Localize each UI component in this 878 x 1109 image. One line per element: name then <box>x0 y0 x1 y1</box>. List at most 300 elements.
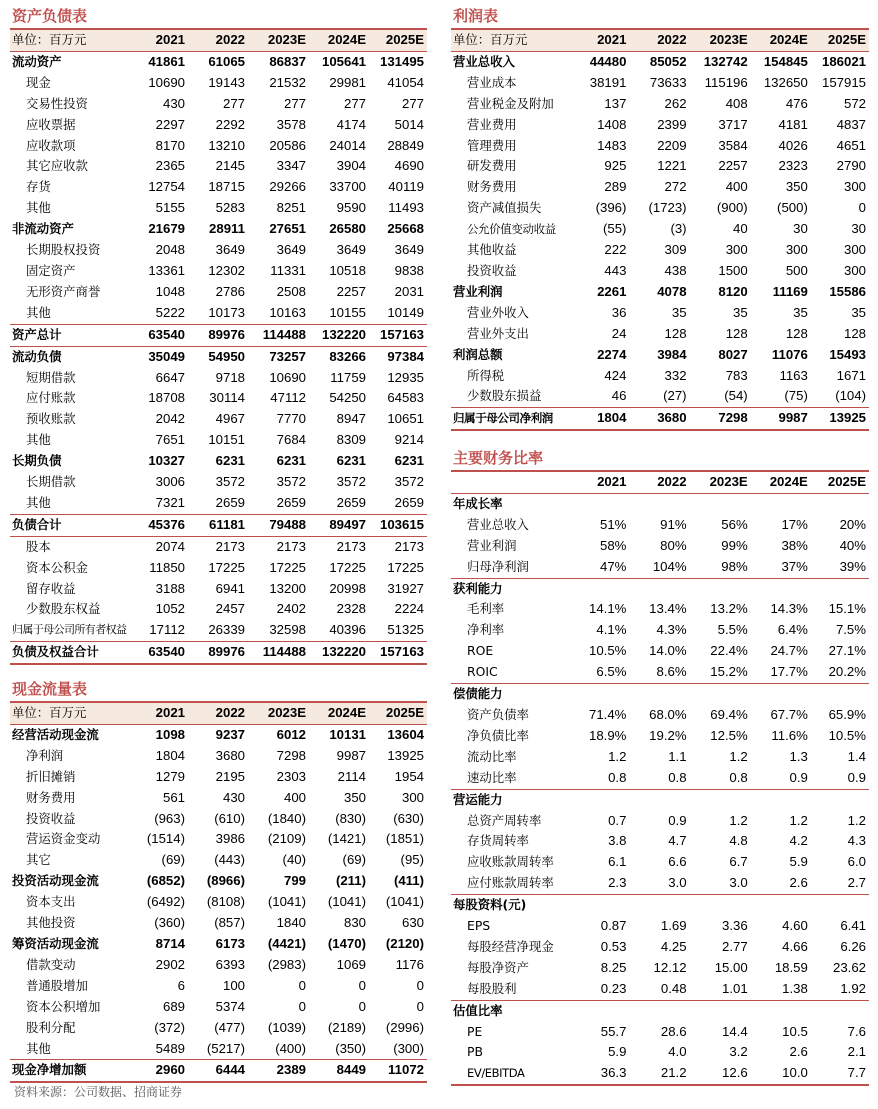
cell-value <box>751 895 811 916</box>
row-label: PB <box>467 1044 483 1060</box>
ratios-table <box>451 470 869 1086</box>
cell-value: 30 <box>851 221 866 237</box>
cell-value <box>811 895 869 916</box>
cell-value <box>569 578 629 599</box>
cell-value: 4.60 <box>782 918 808 934</box>
row-label: 公允价值变动收益 <box>467 222 556 237</box>
cell-value: 73257 <box>248 346 309 367</box>
income-table <box>451 28 869 431</box>
cell-value: 8251 <box>276 200 306 216</box>
cell-value: 33700 <box>329 179 366 195</box>
cell-value: 10518 <box>329 262 366 278</box>
cell-value: 309 <box>664 242 687 258</box>
cell-value: 2257 <box>718 158 748 174</box>
cell-value: 21532 <box>269 74 306 90</box>
row-label: 资本公积金 <box>26 559 88 575</box>
header-year: 2021 <box>569 471 629 493</box>
cell-value: 4.3% <box>656 622 687 638</box>
table-row <box>10 136 427 157</box>
cell-value: 27651 <box>269 221 306 237</box>
cell-value: 157163 <box>369 642 427 664</box>
cell-value: 1.1 <box>668 748 687 764</box>
row-label: 少数股东损益 <box>467 388 542 404</box>
row-label: 净利润 <box>26 747 64 763</box>
cell-value: (1041) <box>267 894 306 910</box>
cell-value: 40396 <box>329 622 366 638</box>
cell-value: 443 <box>604 262 627 278</box>
row-label: 应收票据 <box>26 116 76 132</box>
cell-value: 104% <box>652 558 687 574</box>
cell-value: 80% <box>660 537 687 553</box>
table-row <box>451 831 869 852</box>
cell-value: 38% <box>781 537 808 553</box>
cell-value: 2659 <box>336 494 366 510</box>
row-label: 财务费用 <box>26 789 76 805</box>
cell-value: 73633 <box>649 74 687 90</box>
table-row <box>451 515 869 536</box>
cell-value: 2.3 <box>608 875 627 891</box>
row-label: 总资产周转率 <box>467 812 542 828</box>
row-label: 年成长率 <box>451 493 569 514</box>
cell-value: 0.48 <box>660 980 687 996</box>
cell-value: 4690 <box>394 158 424 174</box>
row-label: 长期股权投资 <box>26 242 101 258</box>
cell-value <box>690 1000 751 1021</box>
row-label: 资本支出 <box>26 894 76 910</box>
cell-value: 9590 <box>336 200 366 216</box>
cell-value: 3006 <box>155 474 185 490</box>
cell-value: 29981 <box>329 74 366 90</box>
row-label: 固定资产 <box>26 262 76 278</box>
cell-value: 10327 <box>148 453 185 469</box>
cell-value: 925 <box>604 158 627 174</box>
row-label: 股本 <box>10 536 128 557</box>
row-label: 估值比率 <box>451 1000 569 1021</box>
cell-value: 1.01 <box>722 980 748 996</box>
cell-value <box>751 578 811 599</box>
row-label: 所得税 <box>467 367 505 383</box>
cell-value: 2257 <box>336 283 366 299</box>
cell-value: 2.6 <box>789 1044 808 1060</box>
cell-value: 3.0 <box>729 875 748 891</box>
cell-value: 26580 <box>329 221 366 237</box>
header-year: 2021 <box>569 29 629 51</box>
cell-value: 35 <box>793 304 808 320</box>
row-label: 存货 <box>26 179 51 195</box>
cell-value: 19143 <box>208 74 245 90</box>
cell-value: 0.9 <box>789 769 808 785</box>
row-label: 营业费用 <box>467 116 517 132</box>
cell-value <box>751 684 811 705</box>
cell-value: 67.7% <box>770 706 808 722</box>
cell-value: 89497 <box>309 514 369 536</box>
cell-value: 0.8 <box>668 769 687 785</box>
cell-value: 6647 <box>155 369 185 385</box>
table-row <box>10 388 427 409</box>
table-row <box>451 705 869 726</box>
cell-value: 54250 <box>329 390 366 406</box>
table-row <box>451 599 869 620</box>
cell-value: 300 <box>725 242 748 258</box>
cashflow-table <box>10 701 427 1083</box>
row-label: 借款变动 <box>26 956 76 972</box>
cell-value: 4837 <box>836 116 866 132</box>
table-row <box>10 620 427 641</box>
header-year: 2021 <box>128 29 188 51</box>
cell-value: (477) <box>214 1019 245 1035</box>
cell-value: (300) <box>393 1040 424 1056</box>
cell-value: 61065 <box>208 53 245 69</box>
table-row <box>10 261 427 282</box>
cell-value: 3680 <box>215 747 245 763</box>
table-row <box>10 850 427 871</box>
cell-value: 31927 <box>387 580 424 596</box>
cell-value: 0 <box>416 998 424 1014</box>
cell-value: 2659 <box>215 494 245 510</box>
table-row <box>451 303 869 324</box>
cell-value: 13925 <box>811 408 869 430</box>
row-label: 应付账款周转率 <box>467 875 554 891</box>
cell-value: (69) <box>161 852 185 868</box>
cell-value: 300 <box>843 179 866 195</box>
cell-value: 262 <box>664 95 687 111</box>
cell-value: 2074 <box>128 536 188 557</box>
table-row <box>10 156 427 177</box>
table-row <box>451 261 869 282</box>
table-row <box>10 51 427 72</box>
cell-value: 3578 <box>276 116 306 132</box>
table-row <box>10 997 427 1018</box>
cell-value: 41054 <box>387 74 424 90</box>
cell-value: 13604 <box>387 726 424 742</box>
cell-value: 2145 <box>215 158 245 174</box>
header-unit <box>451 471 569 493</box>
cell-value: 28849 <box>387 137 424 153</box>
cell-value: 1221 <box>657 158 687 174</box>
cell-value: 6231 <box>336 453 366 469</box>
table-row <box>10 871 427 892</box>
cell-value: 6.26 <box>840 938 866 954</box>
cell-value: 15.1% <box>828 601 866 617</box>
cell-value: 0.8 <box>608 769 627 785</box>
cell-value: 2042 <box>155 411 185 427</box>
cell-value: (830) <box>335 810 366 826</box>
cell-value: (396) <box>595 200 627 216</box>
header-unit: 单位：百万元 <box>451 29 569 51</box>
table-row <box>451 1000 869 1021</box>
table-row <box>451 578 869 599</box>
cell-value: 11169 <box>772 283 808 299</box>
row-label: 每股经营净现金 <box>467 938 554 954</box>
table-row <box>10 514 427 536</box>
cell-value: 6.41 <box>840 918 866 934</box>
cell-value: (350) <box>335 1040 366 1056</box>
table-row <box>451 219 869 240</box>
cell-value: 85052 <box>649 53 687 69</box>
table-row <box>451 684 869 705</box>
cell-value <box>811 684 869 705</box>
cell-value: 0 <box>358 998 366 1014</box>
cell-value <box>629 895 689 916</box>
cell-value: 2224 <box>394 601 424 617</box>
cell-value: 9237 <box>215 726 245 742</box>
cell-value: 27.1% <box>828 643 866 659</box>
cell-value: 10690 <box>148 74 185 90</box>
table-row <box>451 94 869 115</box>
cell-value: 17225 <box>208 559 245 575</box>
cell-value <box>629 578 689 599</box>
cell-value: 11493 <box>388 200 424 216</box>
cell-value: 4.25 <box>660 938 687 954</box>
row-label: 财务费用 <box>467 179 517 195</box>
cell-value: 10.0 <box>751 1063 811 1085</box>
cell-value: 12754 <box>148 179 185 195</box>
cell-value: 35 <box>851 304 866 320</box>
row-label: 资产减值损失 <box>467 200 542 216</box>
row-label: 每股净资产 <box>467 959 529 975</box>
cell-value: 4.7 <box>668 833 687 849</box>
table-row <box>451 1063 869 1085</box>
row-label: 净负债比率 <box>467 727 529 743</box>
cell-value <box>751 789 811 810</box>
table-row <box>10 599 427 620</box>
cell-value: 56% <box>721 516 748 532</box>
table-row <box>10 472 427 493</box>
cell-value: 6444 <box>188 1060 248 1082</box>
row-label: 现金净增加额 <box>10 1060 128 1082</box>
cell-value <box>629 684 689 705</box>
cell-value: 10173 <box>208 304 245 320</box>
row-label: 其他 <box>26 304 51 320</box>
cell-value: (27) <box>663 388 687 404</box>
cell-value: (1723) <box>648 200 687 216</box>
table-row <box>451 789 869 810</box>
row-label: 其它应收款 <box>26 158 88 174</box>
cell-value: 15493 <box>829 346 866 362</box>
cell-value: 6231 <box>394 453 424 469</box>
cell-value <box>811 493 869 514</box>
cell-value: 277 <box>283 95 306 111</box>
cell-value: 400 <box>725 179 748 195</box>
cell-value: 2195 <box>215 768 245 784</box>
cell-value: 572 <box>843 95 866 111</box>
cell-value: 35 <box>733 304 748 320</box>
cell-value: 2274 <box>597 346 627 362</box>
cell-value: 132220 <box>309 324 369 346</box>
cell-value: 41861 <box>148 53 185 69</box>
cell-value: (2996) <box>385 1019 424 1035</box>
cell-value: 11331 <box>270 262 306 278</box>
cell-value: 38191 <box>589 74 627 90</box>
cell-value: 14.3% <box>770 601 808 617</box>
row-label: 获利能力 <box>451 578 569 599</box>
cell-value: (1470) <box>327 935 366 951</box>
cell-value: 14.1% <box>589 601 627 617</box>
table-row <box>10 642 427 664</box>
row-label: 每股股利 <box>467 980 517 996</box>
row-label: 短期借款 <box>26 369 76 385</box>
cell-value: 154845 <box>763 53 808 69</box>
cell-value: 2659 <box>394 494 424 510</box>
cell-value: 28.6 <box>660 1023 687 1039</box>
cell-value: 47112 <box>270 390 306 406</box>
cell-value: 71.4% <box>589 706 627 722</box>
header-year: 2025E <box>369 702 427 724</box>
cell-value: (75) <box>784 388 808 404</box>
cell-value: 26339 <box>208 622 245 638</box>
table-row <box>10 934 427 955</box>
balance-sheet-panel <box>10 4 427 665</box>
cell-value: 689 <box>162 998 185 1014</box>
cell-value: 350 <box>785 179 808 195</box>
cell-value: 2902 <box>155 956 185 972</box>
cell-value: 6 <box>177 977 185 993</box>
income-title: 利润表 <box>453 7 499 25</box>
row-label: 其他投资 <box>26 915 76 931</box>
cell-value: (6852) <box>146 873 185 889</box>
table-row <box>451 366 869 387</box>
table-header-row <box>451 29 869 51</box>
cell-value: 6173 <box>215 935 245 951</box>
row-label: ROIC <box>467 664 498 680</box>
cell-value: 0.7 <box>608 812 627 828</box>
cell-value: 6.7 <box>729 854 748 870</box>
cell-value: 2323 <box>778 158 808 174</box>
cell-value: 11.6% <box>771 727 808 743</box>
cell-value: 1176 <box>395 956 424 972</box>
cell-value: 3584 <box>718 137 748 153</box>
cell-value: 11076 <box>771 346 808 362</box>
header-year: 2024E <box>751 471 811 493</box>
cell-value: 3188 <box>155 580 185 596</box>
cell-value: 0 <box>358 977 366 993</box>
cell-value: (55) <box>602 221 627 237</box>
cell-value: 17225 <box>329 559 366 575</box>
cell-value: 6231 <box>276 453 306 469</box>
cell-value: (500) <box>777 200 808 216</box>
cell-value: 132650 <box>763 74 808 90</box>
cell-value: 1279 <box>155 768 185 784</box>
cell-value: 1.2 <box>789 812 808 828</box>
cell-value: 6941 <box>215 580 245 596</box>
table-row <box>10 94 427 115</box>
row-label: 归属于母公司所有者权益 <box>12 623 127 637</box>
cell-value: 68.0% <box>649 706 687 722</box>
cell-value: (857) <box>214 915 245 931</box>
row-label: 其他 <box>26 200 51 216</box>
cell-value: 30114 <box>209 390 245 406</box>
cell-value: (372) <box>154 1019 185 1035</box>
table-row <box>451 852 869 873</box>
table-row <box>451 324 869 345</box>
table-row <box>451 493 869 514</box>
cell-value: (1041) <box>327 894 366 910</box>
cell-value: 9987 <box>336 747 366 763</box>
cell-value: 21.2 <box>629 1063 689 1085</box>
table-row <box>10 1018 427 1039</box>
cell-value: 10155 <box>329 304 366 320</box>
cell-value: (963) <box>154 810 185 826</box>
cell-value: 8714 <box>155 935 185 951</box>
cell-value: 222 <box>604 242 627 258</box>
cell-value: 2173 <box>188 536 248 557</box>
table-row <box>10 1060 427 1082</box>
cell-value: 45376 <box>128 514 188 536</box>
cell-value: 128 <box>664 325 687 341</box>
cell-value: (360) <box>154 915 185 931</box>
table-row <box>451 726 869 747</box>
cell-value: (411) <box>393 873 424 889</box>
cell-value: 300 <box>843 242 866 258</box>
cell-value: 15.00 <box>714 959 748 975</box>
table-row <box>10 198 427 219</box>
table-row <box>10 346 427 367</box>
table-row <box>10 493 427 514</box>
cell-value <box>569 1000 629 1021</box>
cell-value: 6.6 <box>668 854 687 870</box>
row-label: 营运能力 <box>451 789 569 810</box>
row-label: 营运资金变动 <box>26 831 101 847</box>
cell-value: 7770 <box>276 411 306 427</box>
cell-value: 3717 <box>718 116 748 132</box>
cell-value: 500 <box>785 262 808 278</box>
cell-value: 20% <box>839 516 866 532</box>
cell-value: 39% <box>839 558 866 574</box>
row-label: 其它 <box>26 852 51 868</box>
cell-value: 1804 <box>155 747 185 763</box>
cell-value: 2365 <box>155 158 185 174</box>
cell-value <box>690 789 751 810</box>
cell-value: (2189) <box>327 1019 366 1035</box>
cell-value: 799 <box>283 873 306 889</box>
cell-value: (2120) <box>385 935 424 951</box>
cell-value: 2209 <box>657 137 687 153</box>
row-label: 现金 <box>26 74 51 90</box>
cell-value: 5222 <box>155 304 185 320</box>
cell-value: 4181 <box>778 116 808 132</box>
cell-value: 1671 <box>836 367 866 383</box>
cell-value: 18715 <box>208 179 245 195</box>
cell-value: 2048 <box>155 242 185 258</box>
table-row <box>10 368 427 389</box>
header-year: 2022 <box>188 29 248 51</box>
table-row <box>10 324 427 346</box>
cell-value: 44480 <box>589 53 627 69</box>
cell-value: 4.8 <box>729 833 748 849</box>
cell-value: 561 <box>162 789 185 805</box>
row-label: PE <box>467 1023 483 1039</box>
cell-value: 47% <box>600 558 627 574</box>
row-label: 应收账款周转率 <box>467 854 554 870</box>
row-label: 流动负债 <box>10 346 128 367</box>
cell-value: 0.53 <box>600 938 627 954</box>
cell-value: (443) <box>214 852 245 868</box>
cell-value: 30 <box>793 221 808 237</box>
cell-value: 18.9% <box>589 727 627 743</box>
table-row <box>451 282 869 303</box>
cell-value: 2303 <box>276 768 306 784</box>
cell-value: 5489 <box>155 1040 185 1056</box>
cell-value <box>811 789 869 810</box>
cell-value: 12935 <box>387 369 424 385</box>
cell-value: 17.7% <box>770 664 808 680</box>
cell-value: 1.2 <box>729 812 748 828</box>
row-label: 营业利润 <box>453 283 503 299</box>
cell-value: 4.2 <box>789 833 808 849</box>
cell-value: 10.5% <box>589 643 627 659</box>
cell-value: 2292 <box>215 116 245 132</box>
header-year: 2023E <box>248 29 309 51</box>
